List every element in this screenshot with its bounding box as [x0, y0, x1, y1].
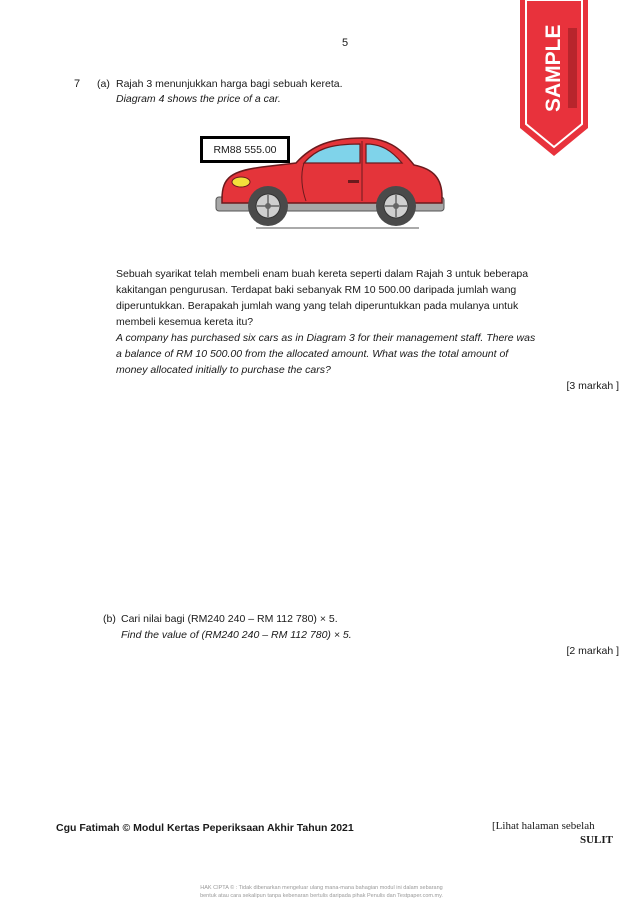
page-number: 5	[341, 37, 349, 49]
sample-text: SAMPLE	[542, 24, 565, 112]
part-a-label: (a)	[97, 78, 110, 90]
part-a-ms-line-1: Sebuah syarikat telah membeli enam buah kereta seperti dalam Rajah 3 untuk beberapa	[116, 268, 529, 280]
part-a-en-line-2: a balance of RM 10 500.00 from the allocated amount. What was the total amount of	[116, 348, 509, 360]
question-number: 7	[74, 78, 81, 90]
part-a-en-line-3: money allocated initially to purchase the cars?	[116, 364, 331, 376]
footer-next-page: [Lihat halaman sebelah	[492, 820, 595, 832]
part-b-text-en: Find the value of (RM240 240 – RM 112 780) × 5.	[121, 629, 352, 641]
part-a-intro-ms: Rajah 3 menunjukkan harga bagi sebuah kereta.	[116, 78, 343, 90]
part-a-intro-en: Diagram 4 shows the price of a car.	[116, 93, 281, 105]
footer-author: Cgu Fatimah © Modul Kertas Peperiksaan Akhir Tahun 2021	[56, 822, 354, 834]
part-a-ms-line-3: diperuntukkan. Berapakah jumlah wang yang telah diperuntukkan pada mulanya untuk	[116, 300, 519, 312]
part-a-marks: [3 markah ]	[566, 380, 619, 392]
copyright-line-1: HAK CIPTA © : Tidak dibenarkan mengeluar ulang mana-mana bahagian modul ini dalam sebarang	[200, 885, 443, 891]
price-tag: RM88 555.00	[200, 136, 290, 163]
part-b-text-ms: Cari nilai bagi (RM240 240 – RM 112 780) × 5.	[121, 613, 338, 625]
part-a-ms-line-2: kakitangan pengurusan. Terdapat baki sebanyak RM 10 500.00 daripada jumlah wang	[116, 284, 517, 296]
part-a-en-line-1: A company has purchased six cars as in Diagram 3 for their management staff. There was	[116, 332, 536, 344]
part-b-label: (b)	[103, 613, 116, 625]
part-b-marks: [2 markah ]	[566, 645, 619, 657]
part-a-ms-line-4: membeli kesemua kereta itu?	[116, 316, 254, 328]
sample-stamp	[518, 0, 590, 158]
footer-sulit: SULIT	[580, 834, 614, 846]
copyright-line-2: bentuk atau cara sekalipun tanpa kebenaran bertulis daripada pihak Penulis dan Testpaper.com.my.	[200, 893, 443, 899]
